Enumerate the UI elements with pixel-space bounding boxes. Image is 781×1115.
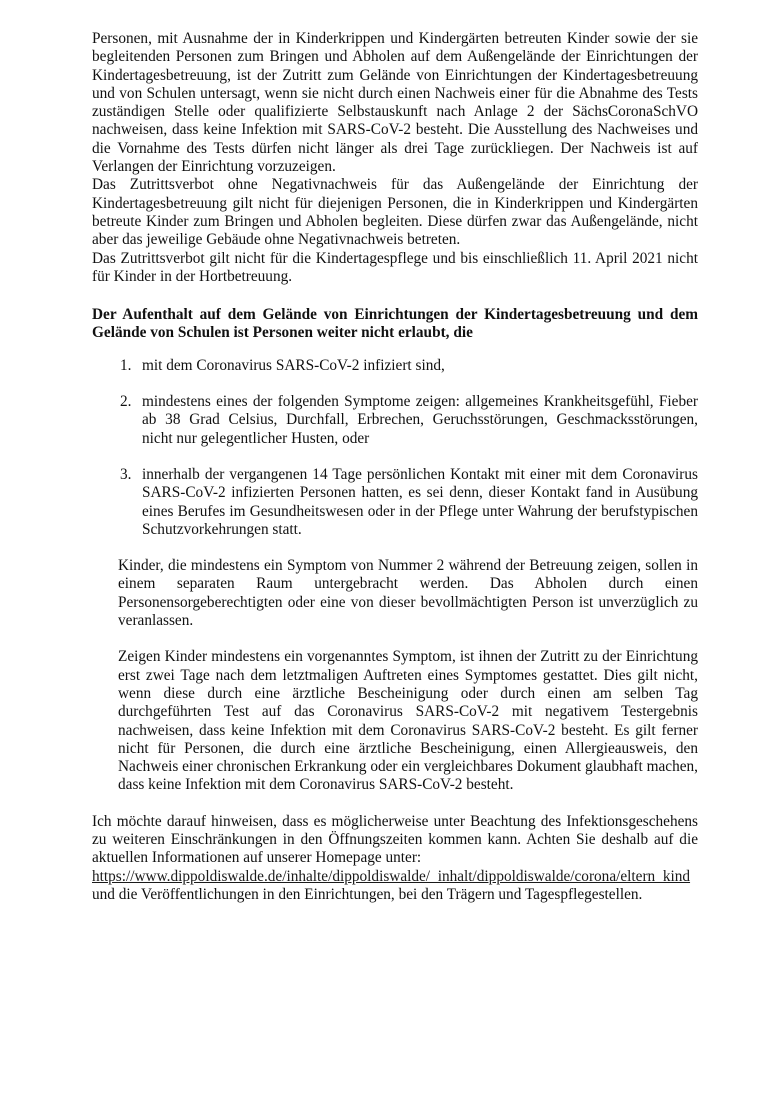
list-item (92, 393, 698, 448)
closing-paragraph-2: und die Veröffentlichungen in den Einrichtungen, bei den Trägern und Tagespflegestellen. (92, 885, 643, 903)
section-heading: Der Aufenthalt auf dem Gelände von Einrichtungen der Kindertagesbetreuung und dem Gelände von Schulen ist Personen weiter nicht erlaubt, die (92, 306, 698, 342)
intro-paragraph-2: Das Zutrittsverbot ohne Negativnachweis für das Außengelände der Einrichtung der Kindertagesbetreuung gilt nicht für diejenigen Personen, die in Kinderkrippen und Kindergärten betreute Kinder zum Bringen und Abholen begleiten. Diese dürfen zwar das Außengelände, nicht aber das jeweilige Gebäude ohne Negativnachweis betreten. (92, 176, 698, 249)
list-number: 3. (120, 465, 132, 483)
homepage-link[interactable]: https://www.dippoldiswalde.de/inhalte/dippoldiswalde/_inhalt/dippoldiswalde/corona/eltern_kind (92, 867, 691, 885)
list-item (92, 357, 698, 375)
closing-paragraph-1: Ich möchte darauf hinweisen, dass es möglicherweise unter Beachtung des Infektionsgeschehens zu weiteren Einschränkungen in den Öffnungszeiten kommen kann. Achten Sie deshalb auf die aktuellen Informationen auf unserer Homepage unter: (92, 812, 698, 867)
list-item-text: mit dem Coronavirus SARS-CoV-2 infiziert sind, (142, 356, 445, 374)
homepage-link-line (92, 868, 698, 886)
list-number: 2. (120, 393, 132, 411)
restriction-list (92, 357, 698, 539)
intro-paragraph-3: Das Zutrittsverbot gilt nicht für die Kindertagespflege und bis einschließlich 11. April 2021 nicht für Kinder in der Hortbetreuung. (92, 249, 698, 285)
document-page (92, 30, 698, 904)
closing-block (92, 813, 698, 904)
notes-paragraph-2: Zeigen Kinder mindestens ein vorgenanntes Symptom, ist ihnen der Zutritt zu der Einrichtung erst zwei Tage nach dem letztmaligen Auftreten eines Symptomes gestattet. Dies gilt nicht, wenn diese durch eine ärztliche Bescheinigung oder durch einen am selben Tag durchgeführten Test auf das Coronavirus SARS-CoV-2 mit negativem Testergebnis nachweisen, dass keine Infektion mit dem Coronavirus SARS-CoV-2 besteht. Es gilt ferner nicht für Personen, die durch eine ärztliche Bescheinigung, einen Allergieausweis, den Nachweis einer chronischen Erkrankung oder ein vergleichbares Dokument glaubhaft machen, dass keine Infektion mit dem Coronavirus SARS-CoV-2 besteht. (118, 648, 698, 794)
list-number: 1. (120, 356, 132, 374)
list-item-text: mindestens eines der folgenden Symptome zeigen: allgemeines Krankheitsgefühl, Fieber ab 38 Grad Celsius, Durchfall, Erbrechen, Geruchsstörungen, Geschmacksstörungen, nicht nur gelegentlicher Husten, oder (142, 393, 698, 447)
intro-paragraph-1: Personen, mit Ausnahme der in Kinderkrippen und Kindergärten betreuten Kinder sowie der sie begleitenden Personen zum Bringen und Abholen auf dem Außengelände der Einrichtungen der Kindertagesbetreuung, ist der Zutritt zum Gelände von Einrichtungen der Kindertagesbetreuung und von Schulen untersagt, wenn sie nicht durch einen Nachweis einer für die Abnahme des Tests zuständigen Stelle oder qualifizierte Selbstauskunft nach Anlage 2 der SächsCoronaSchVO nachweisen, dass keine Infektion mit SARS-CoV-2 besteht. Die Ausstellung des Nachweises und die Vornahme des Tests dürfen nicht länger als drei Tage zurückliegen. Der Nachweis ist auf Verlangen der Einrichtung vorzuzeigen. (92, 30, 698, 176)
list-item-text: innerhalb der vergangenen 14 Tage persönlichen Kontakt mit einer mit dem Coronavirus SARS-CoV-2 infizierten Personen hatten, es sei denn, dieser Kontakt fand in Ausübung eines Berufes im Gesundheitswesen oder in der Pflege unter Wahrung der berufstypischen Schutzvorkehrungen statt. (142, 465, 698, 538)
notes-paragraph-1: Kinder, die mindestens ein Symptom von Nummer 2 während der Betreuung zeigen, sollen in einem separaten Raum untergebracht werden. Das Abholen durch einen Personensorgeberechtigten oder eine von dieser bevollmächtigten Person ist unverzüglich zu veranlassen. (118, 557, 698, 630)
notes-block (92, 557, 698, 795)
list-item (92, 466, 698, 539)
